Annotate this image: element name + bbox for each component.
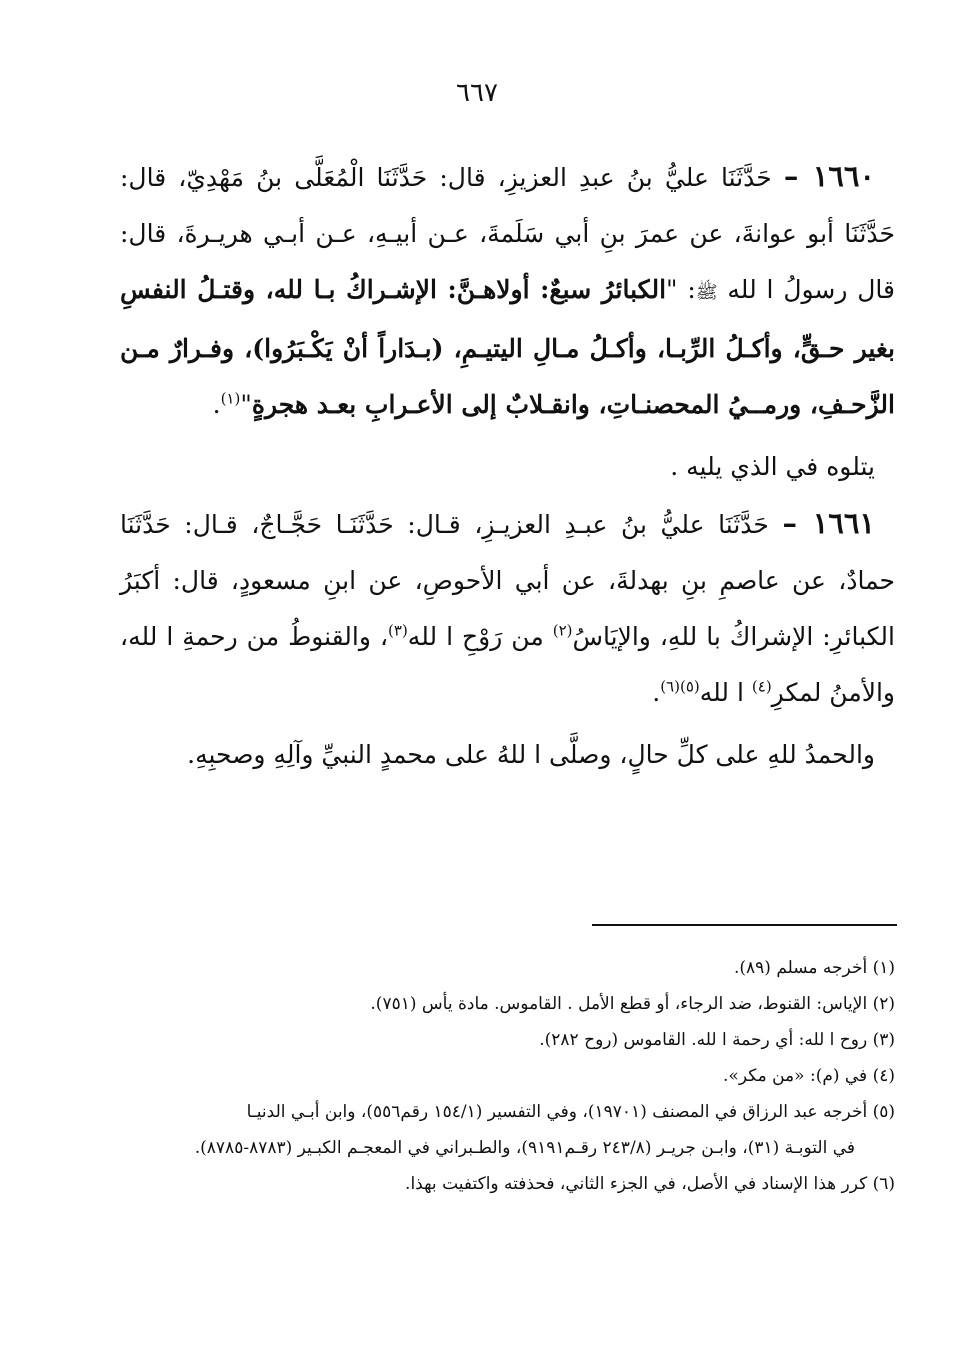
footnote-text: (٦) كرر هذا الإسناد في الأصل، في الجزء الثاني، فحذفته واكتفيت بهذا. [405, 1174, 895, 1194]
salutation-glyph: ﷺ [695, 282, 718, 303]
hadith-number: ١٦٦٠ – [783, 159, 875, 193]
hadith-1660 [120, 148, 895, 433]
sentence-end: . [212, 390, 221, 419]
hadith-text: حَدَّثَنَا عليُّ بنُ عبـدِ العزيـزِ، قـال: حَدَّثَنَـا حَجَّـاجٌ، قـال: حَدَّثَنَا حمادٌ، عن عاصمِ بنِ بهدلةَ، عن أبي الأحوصِ، عن ابنِ مسعودٍ، قال: أكبَرُ الكبائرِ: الإشراكُ با للهِ، والإيَاسُ [120, 510, 895, 651]
hadith-number: ١٦٦١ – [782, 506, 875, 540]
footnote-ref: (١) [220, 389, 241, 408]
hadith-matn: الكبائرُ سبعٌ: أولاهـنَّ: الإشـراكُ بـا لله، وقتـلُ النفسِ بغير حـقٍّ، وأكـلُ الرِّبـا، وأكـلُ مـالِ اليتيـمِ، (بـدَاراً أنْ يَكْـبَرُوا)، وفـرارٌ مـن الزَّحـفِ، ورمــيُ المحصنـاتِ، وانقـلابٌ إلى الأعـرابِ بعـد هجرةٍ [120, 275, 895, 419]
footnote [120, 1022, 895, 1058]
footnote-text: (٣) روح ا لله: أي رحمة ا لله. القاموس (روح ٢٨٢). [539, 1030, 895, 1050]
hadith-text: من رَوْحِ ا لله [407, 622, 553, 651]
footnote-ref: (٤) [751, 677, 772, 696]
footnote-text: (١) أخرجه مسلم (٨٩). [733, 958, 895, 978]
hadith-isnad: حَدَّثَنَا عليُّ بنُ عبدِ العزيزِ، قال: حَدَّثَنَا الْمُعَلَّى بنُ مَهْدِيّ، قال: حَدَّثَنَا أبو عوانةَ، عن عمرَ بنِ أبي سَلَمةَ، عـن أبيـهِ، عـن أبـي هريـرةَ، قال: قال رسولُ ا لله [120, 163, 895, 304]
quote-open: : " [666, 275, 696, 304]
closing-doxology: والحمدُ للهِ على كلِّ حالٍ، وصلَّى ا للهُ على محمدٍ النبيِّ وآلِهِ وصحبِهِ. [187, 740, 875, 769]
footnote [120, 1166, 895, 1202]
footnote-text: (٢) الإياس: القنوط، ضد الرجاء، أو قطع الأمل . القاموس. مادة يأس (٧٥١). [370, 994, 895, 1014]
footnote-separator [592, 924, 897, 926]
hadith-text: ا لله [699, 678, 752, 707]
footnote-ref: (٢) [552, 621, 573, 640]
footnote-ref: (٣) [388, 621, 408, 640]
page-number: ٦٦٧ [456, 78, 498, 108]
footnote [120, 1094, 895, 1166]
footnote-continuation: في التوبـة (٣١)، وابـن جريـر (٢٤٣/٨ رقـم٩١٩١)، والطـبراني في المعجـم الكبـير (٨٧٨٣-٨٧٨٥). [194, 1138, 855, 1158]
hadith-text: ، والقنوطُ من رحمةِ ا لله، والأمنُ لمكرِ [120, 622, 895, 707]
hadith-1661 [120, 495, 895, 721]
footnotes [120, 950, 895, 1202]
footnote-ref: (٥)(٦) [660, 677, 700, 696]
quote-close: " [240, 390, 252, 419]
footnote [120, 986, 895, 1022]
sentence-end: . [652, 678, 661, 707]
footnote-text: (٥) أخرجه عبد الرزاق في المصنف (١٩٧٠١)، وفي التفسير (١٥٤/١ رقم٥٥٦)، وابن أبـي الدنيـا [246, 1102, 895, 1122]
footnote [120, 1058, 895, 1094]
footnote-text: (٤) في (م): «من مكر». [723, 1066, 895, 1086]
footnote [120, 950, 895, 986]
continuation-note: يتلوه في الذي يليه . [670, 452, 875, 481]
main-text [120, 148, 895, 783]
